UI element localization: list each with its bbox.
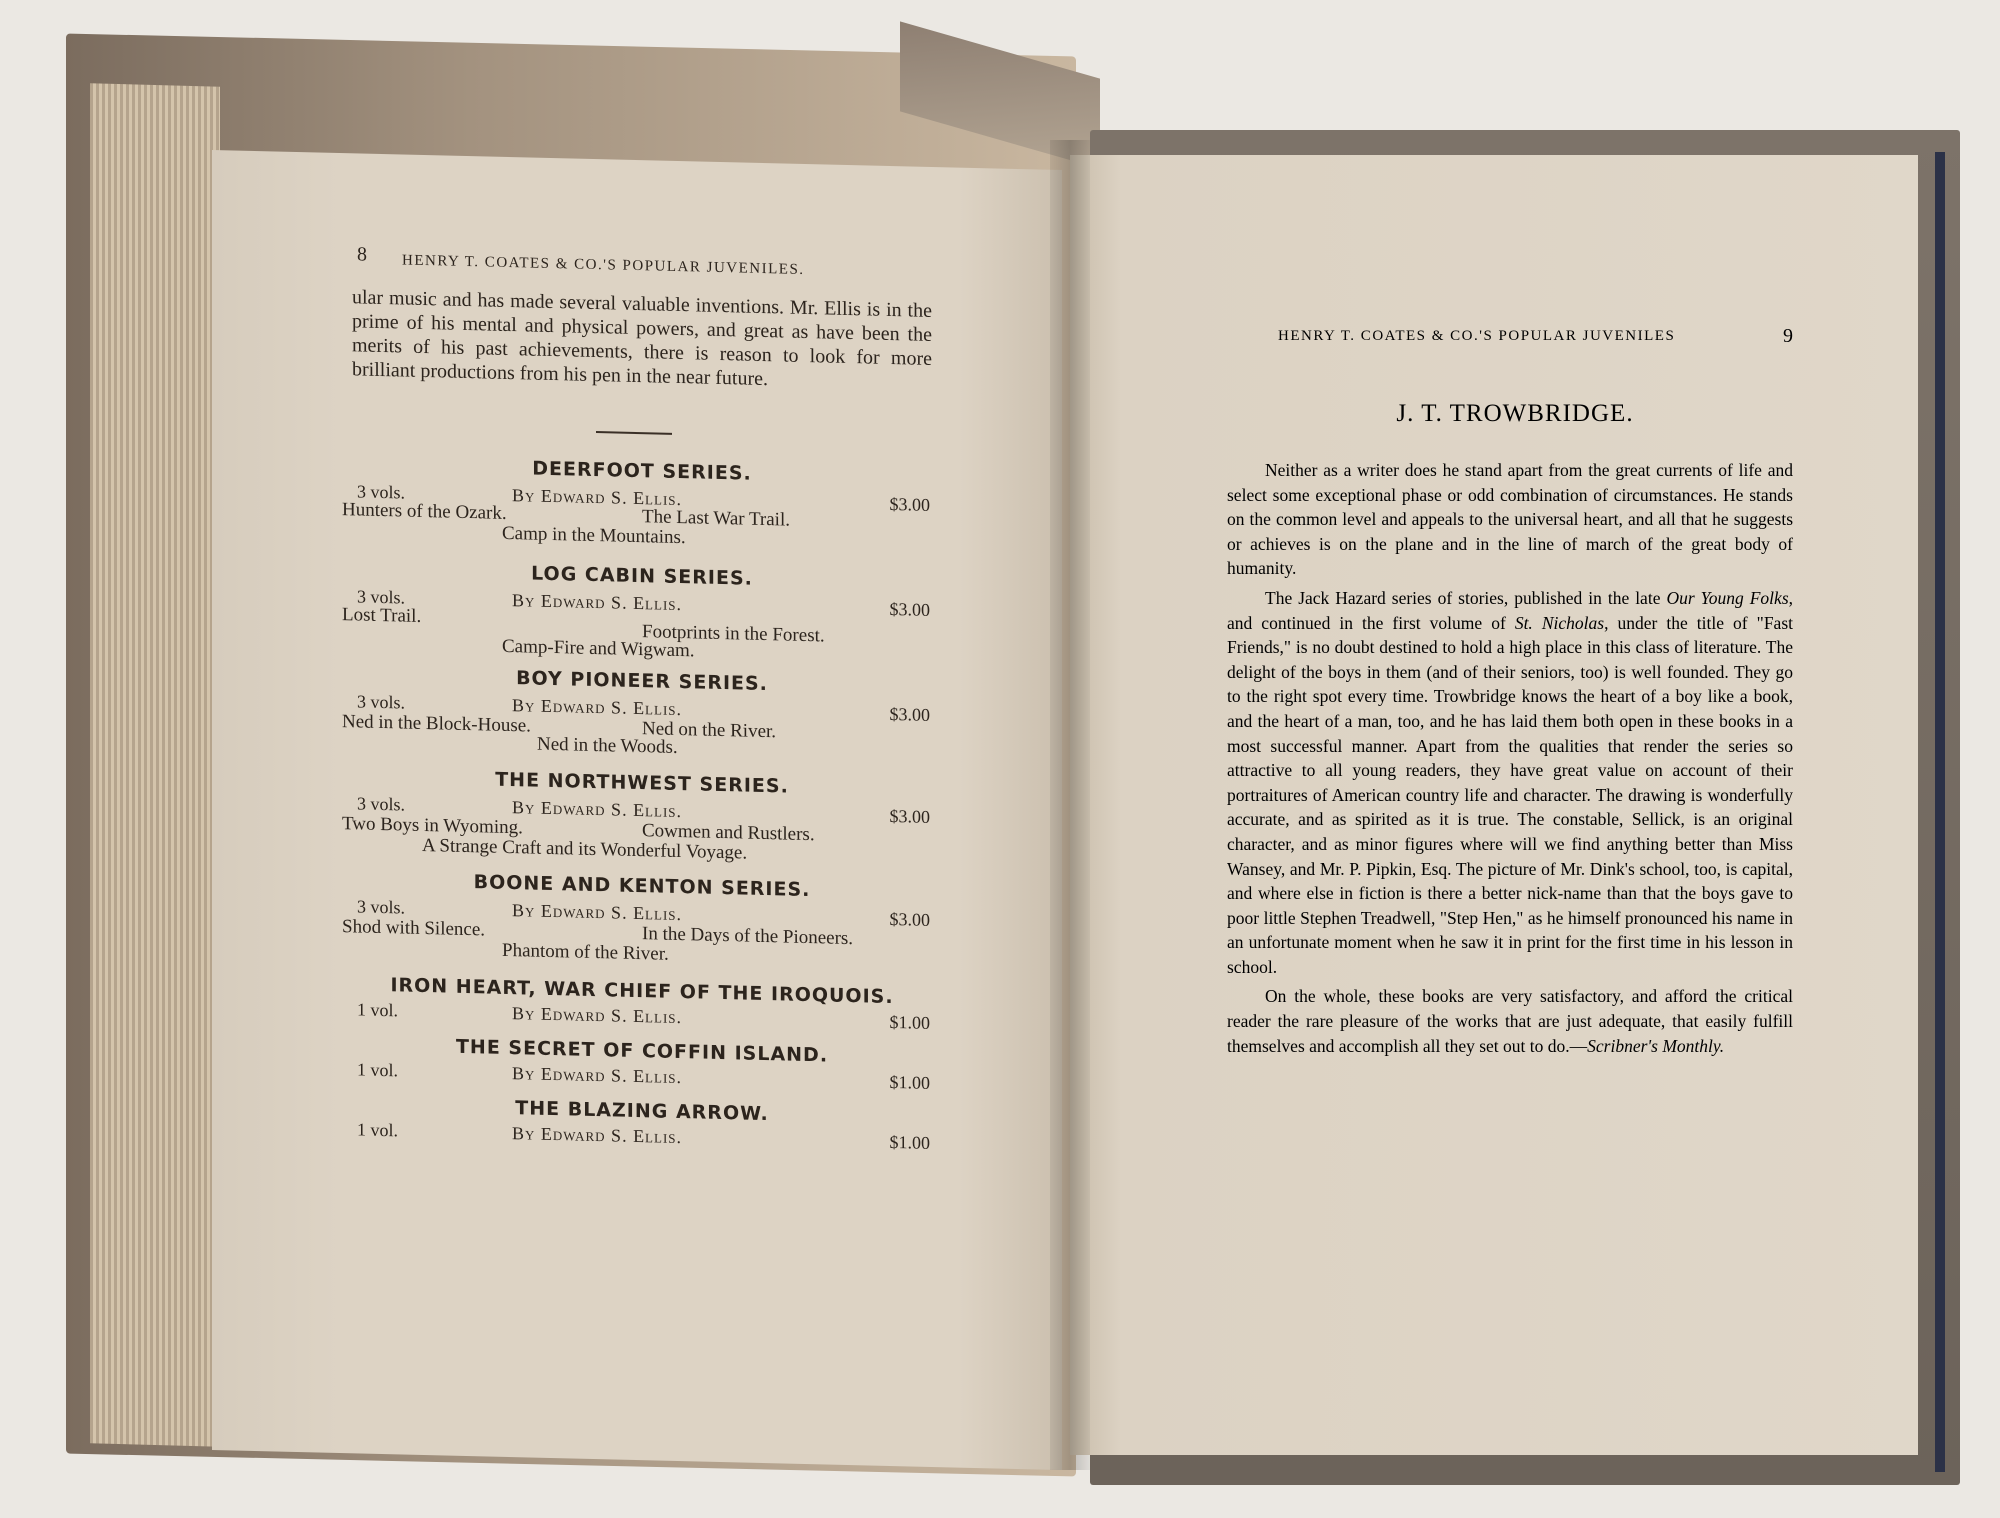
running-header: HENRY T. COATES & CO.'S POPULAR JUVENILES <box>1278 328 1676 344</box>
price: $1.00 <box>889 1131 930 1153</box>
periodical-title: St. Nicholas <box>1514 612 1605 633</box>
closing-paragraph: ular music and has made several valuable inventions. Mr. Ellis is in the prime of his mental and physical powers, and great as have been the merits of his past achievements, there is reason to look for more brilliant productions from his pen in the near future. <box>352 286 932 391</box>
text-run: The Jack Hazard series of stories, published in the late <box>1265 587 1667 608</box>
text-run: On the whole, these books are very satisfactory, and afford the critical reader the rare pleasure of the works that are just adequate, that easily fulfill themselves and accomplish all they set out to do.— <box>1227 986 1793 1056</box>
text-run: , under the title of "Fast Friends," is no doubt destined to hold a high place in this class of literature. The delight of the boys in them (and of their seniors, too) is well founded. They go to the right spot every time. Trowbridge knows the heart of a boy like a book, and the heart of a man, too, and he has laid them both open in these books in a most successful manner. Apart from the qualities that render the series so attractive to all young readers, they have great value on account of their portraitures of American country life and character. The drawing is wonderfully accurate, and as spirited as it is true. The constable, Sellick, is an original character, and as minor figures where will we find anything better than Miss Wansey, and Mr. P. Pipkin, Esq. The picture of Mr. Dink's school, too, is capital, and where else in fiction is there a better nick-name than that the boys gave to poor little Stephen Treadwell, "Step Hen," as he himself pronounced his name in an unfortunate moment when he saw it in print for the first time in his lesson in school. <box>1227 612 1793 977</box>
author: By Edward S. Ellis. <box>512 695 683 720</box>
volume-count: 1 vol. <box>357 1059 399 1081</box>
book-title: Ned on the River. <box>642 718 777 743</box>
cover-edge <box>1935 152 1945 1472</box>
price: $1.00 <box>889 1011 930 1033</box>
series-title: THE SECRET OF COFFIN ISLAND. <box>455 1035 829 1067</box>
volume-count: 3 vols. <box>357 793 406 815</box>
author: By Edward S. Ellis. <box>512 1063 683 1088</box>
price: $3.00 <box>889 598 930 620</box>
series-entry <box>342 973 942 1033</box>
left-page <box>212 150 1062 1470</box>
series-title: IRON HEART, WAR CHIEF OF THE IROQUOIS. <box>390 974 894 1009</box>
paragraph <box>1227 984 1793 1058</box>
periodical-title: Our Young Folks <box>1666 587 1789 608</box>
series-title: BOONE AND KENTON SERIES. <box>473 871 811 902</box>
series-title: THE BLAZING ARROW. <box>515 1097 769 1126</box>
volume-count: 3 vols. <box>357 896 406 918</box>
citation-source: Scribner's Monthly. <box>1587 1035 1725 1056</box>
book-title: In the Days of the Pioneers. <box>642 923 854 950</box>
review-text <box>1227 458 1793 1063</box>
author: By Edward S. Ellis. <box>512 590 683 615</box>
series-entry <box>342 765 942 864</box>
page-edges <box>90 83 220 1446</box>
page-number: 9 <box>1783 325 1793 347</box>
price: $3.00 <box>889 493 930 515</box>
paragraph: Neither as a writer does he stand apart from the great currents of life and select some exceptional phase or odd combination of circumstances. He stands on the common level and appeals to the universal heart, and all that he suggests or achieves is on the plane and in the line of march of the great body of humanity. <box>1227 460 1793 579</box>
volume-count: 1 vol. <box>357 999 399 1021</box>
book-title: Shod with Silence. <box>342 916 486 941</box>
paragraph <box>1227 586 1793 980</box>
price: $3.00 <box>889 805 930 827</box>
author: By Edward S. Ellis. <box>512 797 683 822</box>
author-heading: J. T. TROWBRIDGE. <box>1396 400 1634 427</box>
price: $3.00 <box>889 703 930 725</box>
series-entry <box>342 558 942 662</box>
author: By Edward S. Ellis. <box>512 1003 683 1028</box>
book-gutter <box>1050 140 1090 1470</box>
book-title: Camp-Fire and Wigwam. <box>502 635 695 662</box>
price: $3.00 <box>889 908 930 930</box>
section-rule <box>596 431 672 435</box>
series-entry <box>342 1033 942 1093</box>
book-title: Hunters of the Ozark. <box>342 499 507 524</box>
book-title: Ned in the Block-House. <box>342 711 531 737</box>
price: $1.00 <box>889 1071 930 1093</box>
series-title: BOY PIONEER SERIES. <box>516 667 768 696</box>
volume-count: 3 vols. <box>357 586 406 608</box>
series-title: THE NORTHWEST SERIES. <box>495 768 789 798</box>
book-title: Two Boys in Wyoming. <box>342 813 523 839</box>
author: By Edward S. Ellis. <box>512 900 683 925</box>
series-entry <box>342 868 942 965</box>
volume-count: 3 vols. <box>357 481 406 503</box>
volume-count: 3 vols. <box>357 691 406 713</box>
book-title: A Strange Craft and its Wonderful Voyage. <box>422 834 748 864</box>
book-title: Footprints in the Forest. <box>642 621 825 647</box>
author: By Edward S. Ellis. <box>512 1123 683 1148</box>
book-title: Phantom of the River. <box>502 939 669 965</box>
book-title: The Last War Trail. <box>642 506 790 531</box>
series-title: DEERFOOT SERIES. <box>532 457 752 485</box>
book-title: Camp in the Mountains. <box>502 522 686 549</box>
running-header: HENRY T. COATES & CO.'S POPULAR JUVENILES. <box>402 252 805 278</box>
book-title: Lost Trail. <box>342 604 422 627</box>
series-title: LOG CABIN SERIES. <box>531 562 753 590</box>
series-entry <box>342 1093 942 1153</box>
author: By Edward S. Ellis. <box>512 485 683 510</box>
text-run: , and continued in the first volume of <box>1227 587 1793 633</box>
series-entry <box>342 663 942 758</box>
book-title: Ned in the Woods. <box>537 733 678 758</box>
volume-count: 1 vol. <box>357 1119 399 1141</box>
book-title: Cowmen and Rustlers. <box>642 820 815 846</box>
page-number: 8 <box>357 243 367 266</box>
series-entry <box>342 453 942 549</box>
